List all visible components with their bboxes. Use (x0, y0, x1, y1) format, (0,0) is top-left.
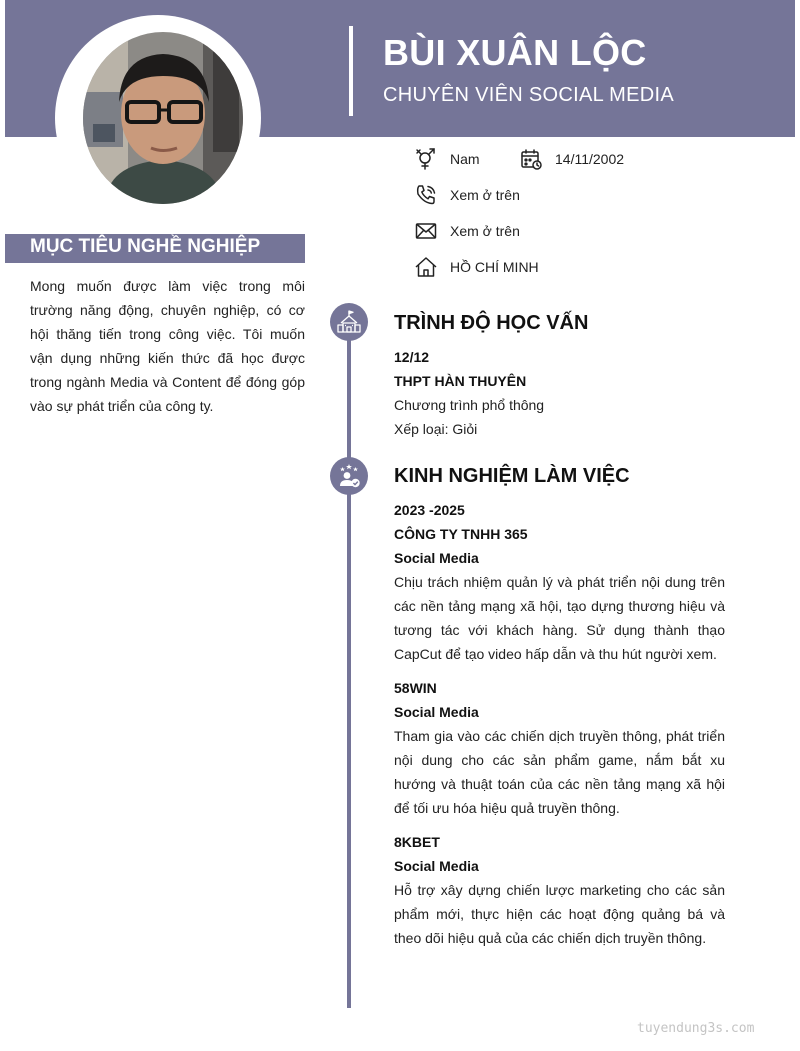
contact-email (414, 219, 520, 243)
phone-value: Xem ở trên (450, 187, 520, 203)
job-company: CÔNG TY TNHH 365 (394, 526, 528, 542)
experience-icon (330, 457, 368, 495)
gender-icon (414, 147, 438, 171)
home-icon (414, 255, 438, 279)
job-description: Hỗ trợ xây dựng chiến lược marketing cho các sản phẩm mới, thực hiện các hoạt động quảng bá và theo dõi hiệu quả của các chiến dịch truyền thông. (394, 882, 725, 946)
contact-phone (414, 183, 520, 207)
education-grade: Xếp loại: Giỏi (394, 421, 478, 437)
header-divider (349, 26, 353, 116)
education-period: 12/12 (394, 349, 430, 365)
contact-birthday (519, 147, 624, 171)
email-value: Xem ở trên (450, 223, 520, 239)
job-role: Social Media (394, 704, 479, 720)
candidate-name: BÙI XUÂN LỘC (383, 32, 647, 73)
job-role: Social Media (394, 858, 479, 874)
job-description: Tham gia vào các chiến dịch truyền thông, phát triển nội dung cho các sản phẩm game, nắm bắt xu hướng và thuật toán của các nền tảng mạng xã hội để tối ưu hóa hiệu quả truyền thông. (394, 728, 725, 816)
phone-icon (414, 183, 438, 207)
school-icon (330, 303, 368, 341)
education-school: THPT HÀN THUYÊN (394, 373, 527, 389)
mail-icon (414, 219, 438, 243)
experience-period: 2023 -2025 (394, 502, 465, 518)
job-company: 8KBET (394, 834, 440, 850)
timeline-line (347, 315, 351, 1008)
birthday-value: 14/11/2002 (555, 151, 625, 167)
candidate-title: CHUYÊN VIÊN SOCIAL MEDIA (383, 84, 674, 106)
contact-gender (414, 147, 480, 171)
avatar (83, 32, 243, 204)
education-title: TRÌNH ĐỘ HỌC VẤN (394, 312, 589, 334)
calendar-icon (519, 147, 543, 171)
objective-text: Mong muốn được làm việc trong môi trường năng động, chuyên nghiệp, có cơ hội thăng tiến trong công việc. Tôi muốn vận dụng những kiến thức đã học được trong ngành Media và Content để đóng góp vào sự phát triển của công ty. (30, 278, 305, 414)
watermark: tuyendung3s.com (637, 1021, 755, 1036)
job-company: 58WIN (394, 680, 437, 696)
objective-title: MỤC TIÊU NGHỀ NGHIỆP (30, 236, 261, 257)
job-role: Social Media (394, 550, 479, 566)
job-description: Chịu trách nhiệm quản lý và phát triển nội dung trên các nền tảng mạng xã hội, tạo dựng thương hiệu và tương tác với khách hàng. Sử dụng thành thạo CapCut để tạo video hấp dẫn và thu hút người xem. (394, 574, 725, 662)
experience-title: KINH NGHIỆM LÀM VIỆC (394, 465, 630, 487)
address-value: HỒ CHÍ MINH (450, 259, 539, 275)
contact-address (414, 255, 539, 279)
education-program: Chương trình phổ thông (394, 397, 545, 413)
gender-value: Nam (450, 151, 480, 167)
